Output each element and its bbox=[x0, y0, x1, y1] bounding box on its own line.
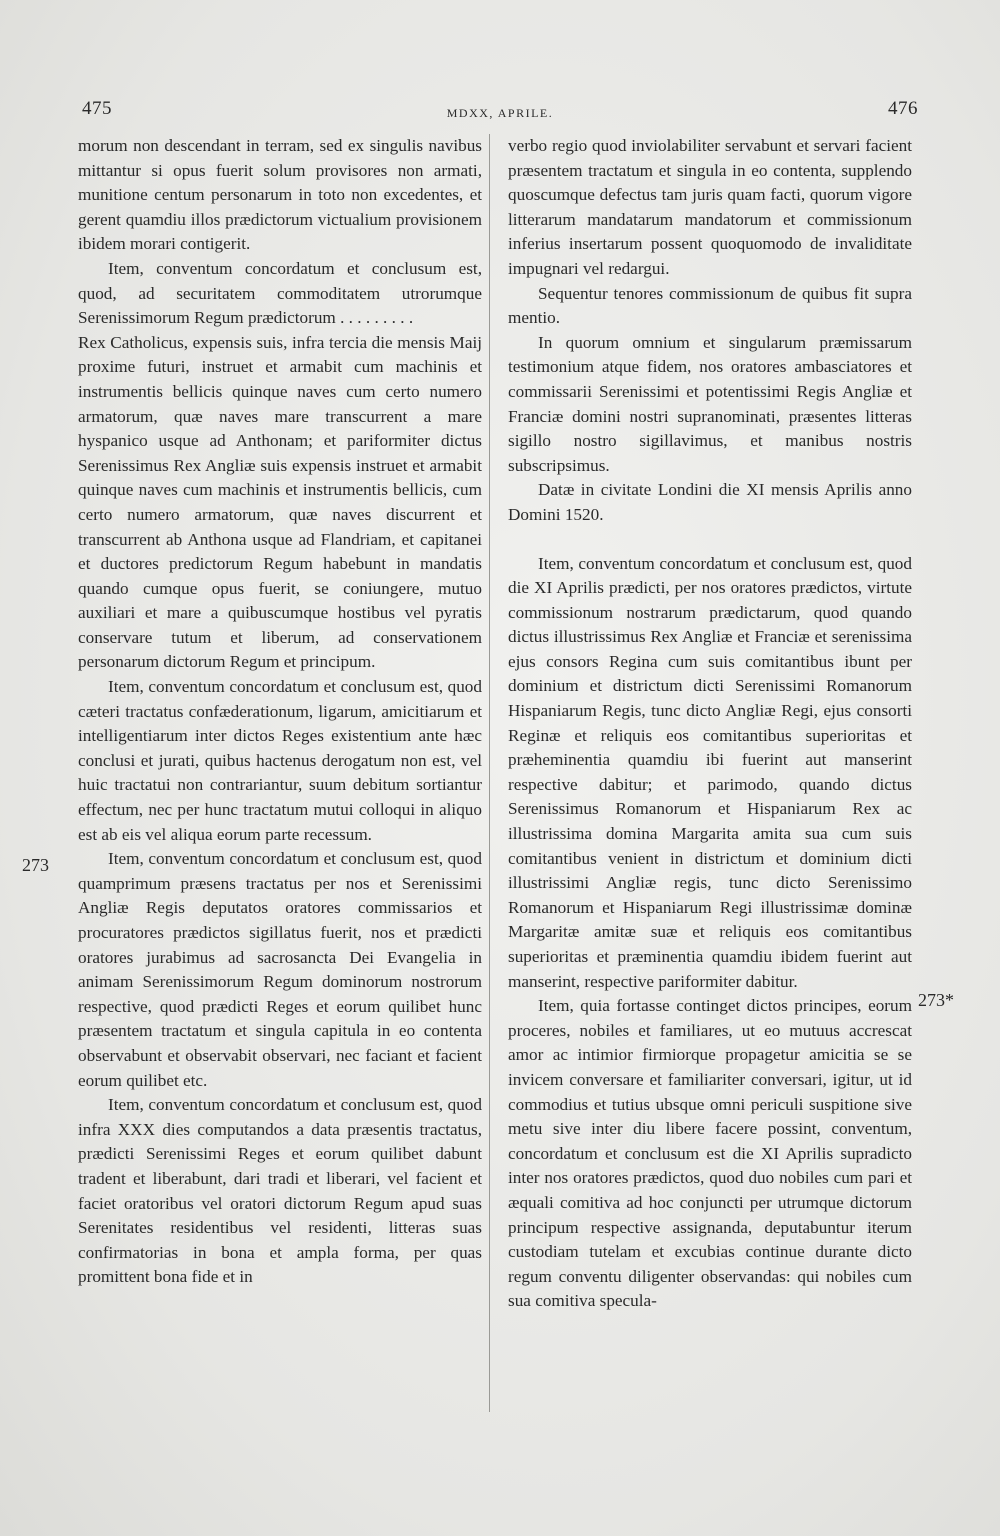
right-paragraph-4: Datæ in civitate Londini die XI mensis Aprilis anno Domini 1520. bbox=[508, 480, 912, 524]
right-paragraph-5: Item, conventum concordatum et conclusum est, quod die XI Aprilis prædicti, per nos oratores prædictos, virtute commissionum nostrarum prædictarum, quod quando dictus illustrissimus Rex Angliæ et Franciæ et serenissima ejus consors Regina cum suis comitantibus ibunt per dominium et districtum dicti Serenissimi Romanorum Hispaniarum Regis, tunc dicto Angliæ Regi, ejus consorti Reginæ et reliquis eos comitantibus superioritas et præheminentia quamdiu ibi fuerint aut manserint respective dabitur; et parimodo, quando dictus Serenissimus Romanorum et Hispaniarum Rex ac illustrissima domina Margarita amita sua cum suis comitantibus venient in districtum et dominium dicti illustrissimi Angliæ regis, tunc dicto Serenissimo Romanorum et Hispaniarum Regi illustrissimæ dominæ Margaritæ amitæ suæ et reliquis eos comitantibus superioritas et præminentia quamdiu ibidem fuerint aut manserint, respective pariformiter dabitur. bbox=[508, 553, 912, 991]
left-paragraph-5: Item, conventum concordatum et conclusum est, quod quamprimum præsens tractatus per nos et Serenissimi Angliæ Regis deputatos oratores commissarios et procuratores prædictos sigillatus fuerit, nos et prædicti oratores jurabimus ad sacrosancta Dei Evangelia in animam Serenissimorum Regum dominorum nostrorum respective, quod prædicti Reges et eorum quilibet hunc præsentem tractatum et singula capitula in eo contenta observabunt et observabit observari, nec faciant et facient eorum quilibet etc. bbox=[78, 849, 482, 1090]
page-number-left: 475 bbox=[82, 98, 112, 119]
right-paragraph-3: In quorum omnium et singularum præmissarum testimonium atque fidem, nos oratores ambasciatores et commissarii Serenissimi et potentissimi Regis Angliæ et Franciæ domini nostri supranominati, præsentes litteras sigillo nostro sigillavimus, et manibus nostris subscripsimus. bbox=[508, 332, 912, 475]
left-paragraph-6: Item, conventum concordatum et conclusum est, quod infra XXX dies computandos a data præsentis tractatus, prædicti Serenissimi Reges et eorum quilibet dabunt tradent et liberabunt, dari tradi et liberari, vel facient et faciet oratoribus vel oratori dictorum Regum apud suas Serenitates residentibus vel residenti, litteras suas confirmatorias in bona et ampla forma, per quas promittent bona fide et in bbox=[78, 1095, 482, 1287]
left-paragraph-1: morum non descendant in terram, sed ex singulis navibus mittantur si opus fuerit solum provisores non armati, munitione centum personarum in toto non excedentes, et gerent quamdiu illos prædictorum victualium provisionem ibidem morari contigerit. bbox=[78, 136, 482, 254]
right-paragraph-1: verbo regio quod inviolabiliter servabunt et servari facient præsentem tractatum et singula in eo contenta, supplendo quoscumque defectus tam juris quam facti, quorum vigore litterarum mandatarum mandatorum et commissionum inferius insertarum possent quoquomodo de invaliditate impugnari vel redargui. bbox=[508, 136, 912, 278]
page-number-right: 476 bbox=[888, 98, 918, 119]
left-paragraph-3: Rex Catholicus, expensis suis, infra tercia die mensis Maij proxime futuri, instruet et armabit cum machinis et instrumentis bellicis quinque naves cum certo numero armatorum, quæ naves mare transcurrent a mare hyspanico usque ad Anthonam; et pariformiter dictus Serenissimus Rex Angliæ suis expensis instruet et armabit quinque naves cum machinis et instrumentis bellicis, cum certo numero armatorum, quæ naves discurrent et transcurrent ab Anthona usque ad Flandriam, et capitanei et ductores predictorum Regum habebunt in mandatis quando cumque opus fuerit, se coniungere, mutuo auxiliari et mare a quibuscumque hostibus vel pyratis conservare tutum et liberum, ad conservationem personarum dictorum Regum et principum. bbox=[78, 332, 482, 672]
left-column bbox=[78, 134, 482, 1290]
running-title: MDXX, APRILE. bbox=[446, 106, 554, 120]
right-paragraph-6: Item, quia fortasse continget dictos principes, eorum proceres, nobiles et familiares, ut eo mutuus accrescat amor ac intimior firmiorque propagetur amicitia se se invicem conversare et familiariter conversari, igitur, ut id commodius et tutius ubsque omni periculi suspitione sive metu sive inter diu libere facere possint, conventum, concordatum et conclusum est die XI Aprilis supradicto inter nos oratores prædictos, quod duo nobiles cum pari et æquali comitiva ad hoc conjuncti per utrumque dictorum principum respective assignanda, deputabuntur iterum custodiam tutelam et excubias continue durante dicto regum conventu diligenter observandas: qui nobiles cum sua comitiva specula- bbox=[508, 996, 912, 1311]
left-paragraph-2: Item, conventum concordatum et conclusum est, quod, ad securitatem commoditatem utrorumque Serenissimorum Regum prædictorum . . . . . . . . . bbox=[78, 258, 482, 328]
left-paragraph-4: Item, conventum concordatum et conclusum est, quod cæteri tractatus confæderationum, ligarum, amicitiarum et intelligentiarum inter dictos Reges existentium ante hæc conclusi et jurati, quibus hactenus derogatum non est, vel huic tractatui non contrariantur, suum debitum sortiantur effectum, nec per hunc tractatum mutui colloqui in aliquo est ab eis vel aliqua eorum parte recessum. bbox=[78, 677, 482, 844]
margin-note-right: 273* bbox=[918, 990, 954, 1010]
right-paragraph-2: Sequentur tenores commissionum de quibus fit supra mentio. bbox=[508, 283, 912, 328]
column-divider bbox=[489, 134, 490, 1412]
margin-note-left: 273 bbox=[22, 855, 49, 875]
right-column bbox=[508, 134, 912, 1314]
